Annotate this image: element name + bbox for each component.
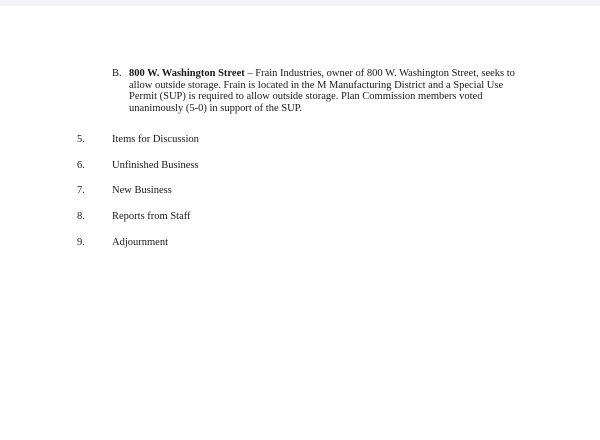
agenda-item-number: 6.	[77, 160, 85, 171]
subitem-heading: 800 W. Washington Street	[129, 68, 245, 79]
subitem-body	[129, 68, 532, 114]
subitem-letter: B.	[112, 68, 122, 79]
page-top-edge	[0, 0, 600, 6]
agenda-item-label: Items for Discussion	[112, 134, 199, 145]
agenda-subitem-b	[112, 68, 532, 114]
agenda-item-label: New Business	[112, 185, 172, 196]
agenda-item-number: 8.	[77, 211, 85, 222]
agenda-item-label: Unfinished Business	[112, 160, 199, 171]
agenda-item-number: 5.	[77, 134, 85, 145]
agenda-item-number: 7.	[77, 185, 85, 196]
agenda-item-label: Reports from Staff	[112, 211, 191, 222]
agenda-item-number: 9.	[77, 237, 85, 248]
subitem-text: – Frain Industries, owner of 800 W. Washington Street, seeks to allow outside storage. Frain is located in the M Manufacturing District and a Special Use Permit (SUP) is required to allow outside storage. Plan Commission members voted unanimously (5-0) in support of the SUP.	[129, 68, 515, 114]
agenda-item-label: Adjournment	[112, 237, 168, 248]
